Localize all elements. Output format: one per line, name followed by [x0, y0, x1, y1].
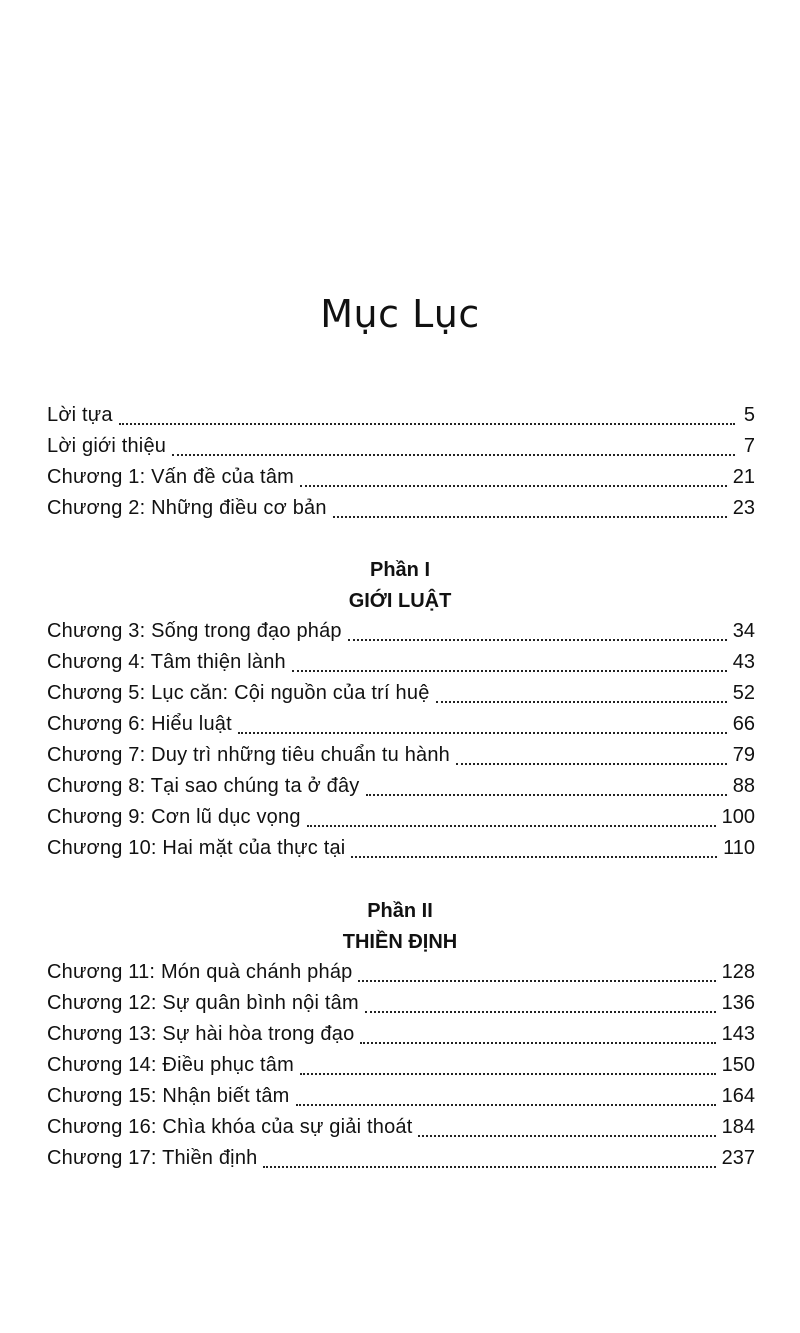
dot-leader [365, 1003, 716, 1013]
dot-leader [172, 446, 735, 456]
toc-entry-label: Lời tựa [47, 404, 113, 426]
toc-entry-label: Chương 7: Duy trì những tiêu chuẩn tu hành [47, 744, 450, 766]
toc-entry[interactable] [47, 1019, 755, 1050]
toc-entry[interactable] [47, 1081, 755, 1112]
toc-entry-label: Chương 2: Những điều cơ bản [47, 497, 327, 519]
toc-entry-label: Chương 6: Hiểu luật [47, 713, 232, 735]
toc-entry-page: 136 [721, 992, 755, 1014]
toc-entry-label: Chương 9: Cơn lũ dục vọng [47, 806, 301, 828]
toc-entry-page: 79 [732, 744, 755, 766]
toc-entry[interactable] [47, 802, 755, 833]
dot-leader [333, 508, 727, 518]
dot-leader [351, 848, 717, 858]
dot-leader [307, 817, 716, 827]
toc-entry[interactable] [47, 493, 755, 524]
dot-leader [348, 631, 727, 641]
page-title: Mục Lục [320, 292, 480, 336]
part1-name: GIỚI LUẬT [348, 590, 452, 612]
toc-entry-label: Chương 16: Chìa khóa của sự giải thoát [47, 1116, 413, 1138]
toc-entry[interactable] [47, 771, 755, 802]
part2-number: Phần II [367, 900, 433, 922]
toc-entry-label: Chương 5: Lục căn: Cội nguồn của trí huệ [47, 682, 430, 704]
toc-entry-label: Chương 12: Sự quân bình nội tâm [47, 992, 359, 1014]
dot-leader [238, 724, 727, 734]
toc-entry[interactable] [47, 1050, 755, 1081]
toc-entry-label: Chương 15: Nhận biết tâm [47, 1085, 290, 1107]
toc-entry-label: Chương 3: Sống trong đạo pháp [47, 620, 342, 642]
toc-entry-page: 150 [721, 1054, 755, 1076]
toc-entry[interactable] [47, 709, 755, 740]
toc-entry-page: 43 [732, 651, 755, 673]
toc-entry-page: 52 [732, 682, 755, 704]
toc-part1 [47, 616, 755, 864]
toc-entry[interactable] [47, 616, 755, 647]
dot-leader [119, 415, 735, 425]
toc-entry-label: Chương 11: Món quà chánh pháp [47, 961, 353, 983]
toc-entry[interactable] [47, 988, 755, 1019]
toc-entry[interactable] [47, 647, 755, 678]
dot-leader [292, 662, 727, 672]
toc-entry-label: Chương 13: Sự hài hòa trong đạo [47, 1023, 355, 1045]
dot-leader [296, 1096, 716, 1106]
toc-entry-page: 110 [723, 837, 755, 859]
toc-entry-page: 237 [721, 1147, 755, 1169]
toc-entry-page: 143 [721, 1023, 755, 1045]
toc-entry[interactable] [47, 678, 755, 709]
toc-entry-page: 21 [732, 466, 755, 488]
toc-entry-label: Chương 8: Tại sao chúng ta ở đây [47, 775, 360, 797]
toc-entry[interactable] [47, 431, 755, 462]
dot-leader [263, 1158, 715, 1168]
toc-entry-page: 66 [732, 713, 755, 735]
toc-entry[interactable] [47, 462, 755, 493]
dot-leader [300, 477, 727, 487]
toc-front-matter [47, 400, 755, 524]
toc-entry[interactable] [47, 1143, 755, 1174]
toc-entry-label: Chương 14: Điều phục tâm [47, 1054, 294, 1076]
toc-entry-label: Chương 17: Thiền định [47, 1147, 258, 1169]
toc-entry[interactable] [47, 1112, 755, 1143]
toc-entry-page: 100 [721, 806, 755, 828]
toc-entry-label: Lời giới thiệu [47, 435, 167, 457]
toc-entry-page: 5 [743, 404, 755, 426]
dot-leader [418, 1127, 715, 1137]
toc-entry-page: 88 [732, 775, 755, 797]
toc-part2 [47, 957, 755, 1174]
dot-leader [456, 755, 727, 765]
dot-leader [436, 693, 727, 703]
toc-entry-page: 7 [743, 435, 755, 457]
dot-leader [300, 1065, 716, 1075]
toc-entry[interactable] [47, 957, 755, 988]
toc-entry-page: 23 [732, 497, 755, 519]
toc-entry-page: 164 [721, 1085, 755, 1107]
toc-entry-label: Chương 10: Hai mặt của thực tại [47, 837, 346, 859]
toc-entry-label: Chương 4: Tâm thiện lành [47, 651, 286, 673]
toc-entry[interactable] [47, 833, 755, 864]
toc-entry-page: 34 [732, 620, 755, 642]
toc-entry-page: 128 [721, 961, 755, 983]
dot-leader [358, 972, 715, 982]
toc-entry-page: 184 [721, 1116, 755, 1138]
part1-number: Phần I [369, 559, 430, 581]
toc-entry[interactable] [47, 740, 755, 771]
dot-leader [360, 1034, 715, 1044]
toc-entry[interactable] [47, 400, 755, 431]
dot-leader [366, 786, 727, 796]
toc-entry-label: Chương 1: Vấn đề của tâm [47, 466, 294, 488]
part2-name: THIỀN ĐỊNH [342, 931, 458, 953]
